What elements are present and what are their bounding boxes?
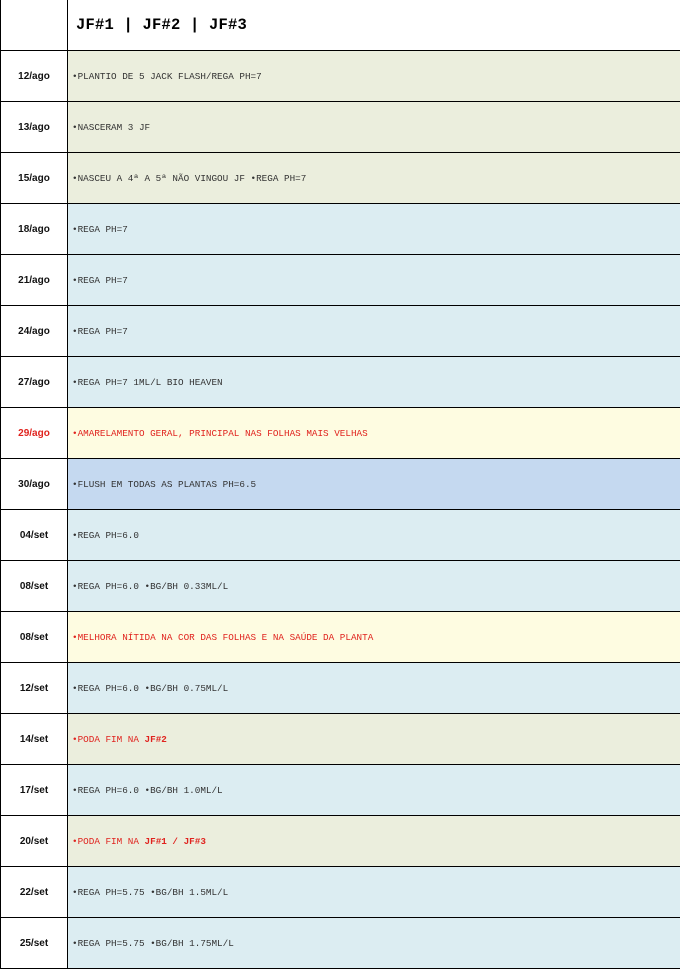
row-entry	[68, 102, 680, 152]
row-date: 18/ago	[1, 204, 68, 254]
row-entry	[68, 153, 680, 203]
row-entry-text: •REGA PH=6.0 •BG/BH 1.0ML/L	[72, 784, 223, 796]
row-date: 25/set	[1, 918, 68, 968]
table-row	[1, 459, 680, 510]
row-entry-text: •FLUSH EM TODAS AS PLANTAS PH=6.5	[72, 478, 257, 490]
table-row	[1, 102, 680, 153]
row-entry-bold-text: JF#2	[144, 733, 167, 745]
row-entry	[68, 765, 680, 815]
page-title: JF#1 | JF#2 | JF#3	[76, 16, 248, 34]
row-entry-text: •AMARELAMENTO GERAL, PRINCIPAL NAS FOLHAS MAIS VELHAS	[72, 427, 368, 439]
row-entry	[68, 408, 680, 458]
header-title-cell	[68, 0, 680, 50]
row-entry	[68, 255, 680, 305]
table-row	[1, 867, 680, 918]
row-entry	[68, 918, 680, 968]
row-entry-text: •NASCEU A 4ª A 5ª NÃO VINGOU JF •REGA PH=7	[72, 172, 307, 184]
row-entry-text: •NASCERAM 3 JF	[72, 121, 151, 133]
table-row	[1, 204, 680, 255]
table-row	[1, 357, 680, 408]
table-row	[1, 816, 680, 867]
table-row	[1, 51, 680, 102]
row-date: 15/ago	[1, 153, 68, 203]
row-entry	[68, 816, 680, 866]
table-row	[1, 765, 680, 816]
table-row	[1, 153, 680, 204]
table-row	[1, 306, 680, 357]
row-entry-text: •REGA PH=7	[72, 223, 128, 235]
table-row	[1, 408, 680, 459]
row-entry	[68, 51, 680, 101]
table-row	[1, 663, 680, 714]
row-date: 30/ago	[1, 459, 68, 509]
row-entry-text: •PODA FIM NA	[72, 733, 145, 745]
row-date: 04/set	[1, 510, 68, 560]
table-row	[1, 510, 680, 561]
row-entry-text: •REGA PH=7 1ML/L BIO HEAVEN	[72, 376, 223, 388]
row-entry	[68, 357, 680, 407]
table-row	[1, 255, 680, 306]
row-date: 24/ago	[1, 306, 68, 356]
row-entry-text: •PODA FIM NA	[72, 835, 145, 847]
table-row	[1, 714, 680, 765]
row-date: 12/ago	[1, 51, 68, 101]
row-entry-text: •REGA PH=6.0 •BG/BH 0.75ML/L	[72, 682, 229, 694]
row-date: 08/set	[1, 561, 68, 611]
row-entry-text: •REGA PH=6.0	[72, 529, 139, 541]
row-entry	[68, 663, 680, 713]
row-entry-text: •REGA PH=6.0 •BG/BH 0.33ML/L	[72, 580, 229, 592]
row-entry-text: •REGA PH=5.75 •BG/BH 1.5ML/L	[72, 886, 229, 898]
table-header-row	[1, 0, 680, 51]
row-entry	[68, 561, 680, 611]
row-entry	[68, 204, 680, 254]
row-date: 12/set	[1, 663, 68, 713]
row-entry-text: •REGA PH=7	[72, 274, 128, 286]
row-date: 17/set	[1, 765, 68, 815]
row-entry-bold-text: JF#1 / JF#3	[144, 835, 206, 847]
row-date: 08/set	[1, 612, 68, 662]
row-entry	[68, 306, 680, 356]
row-date: 13/ago	[1, 102, 68, 152]
row-entry-text: •REGA PH=5.75 •BG/BH 1.75ML/L	[72, 937, 234, 949]
row-date: 20/set	[1, 816, 68, 866]
table-row	[1, 561, 680, 612]
row-date: 14/set	[1, 714, 68, 764]
row-entry-text: •MELHORA NÍTIDA NA COR DAS FOLHAS E NA SAÚDE DA PLANTA	[72, 631, 374, 643]
row-entry-text: •PLANTIO DE 5 JACK FLASH/REGA PH=7	[72, 70, 262, 82]
table-row	[1, 612, 680, 663]
row-date: 29/ago	[1, 408, 68, 458]
row-entry	[68, 510, 680, 560]
row-entry	[68, 612, 680, 662]
header-date-cell	[1, 0, 68, 50]
row-date: 22/set	[1, 867, 68, 917]
row-entry-text: •REGA PH=7	[72, 325, 128, 337]
table-body	[1, 51, 680, 969]
row-entry	[68, 459, 680, 509]
row-date: 21/ago	[1, 255, 68, 305]
row-entry	[68, 867, 680, 917]
table-row	[1, 918, 680, 969]
row-entry	[68, 714, 680, 764]
row-date: 27/ago	[1, 357, 68, 407]
